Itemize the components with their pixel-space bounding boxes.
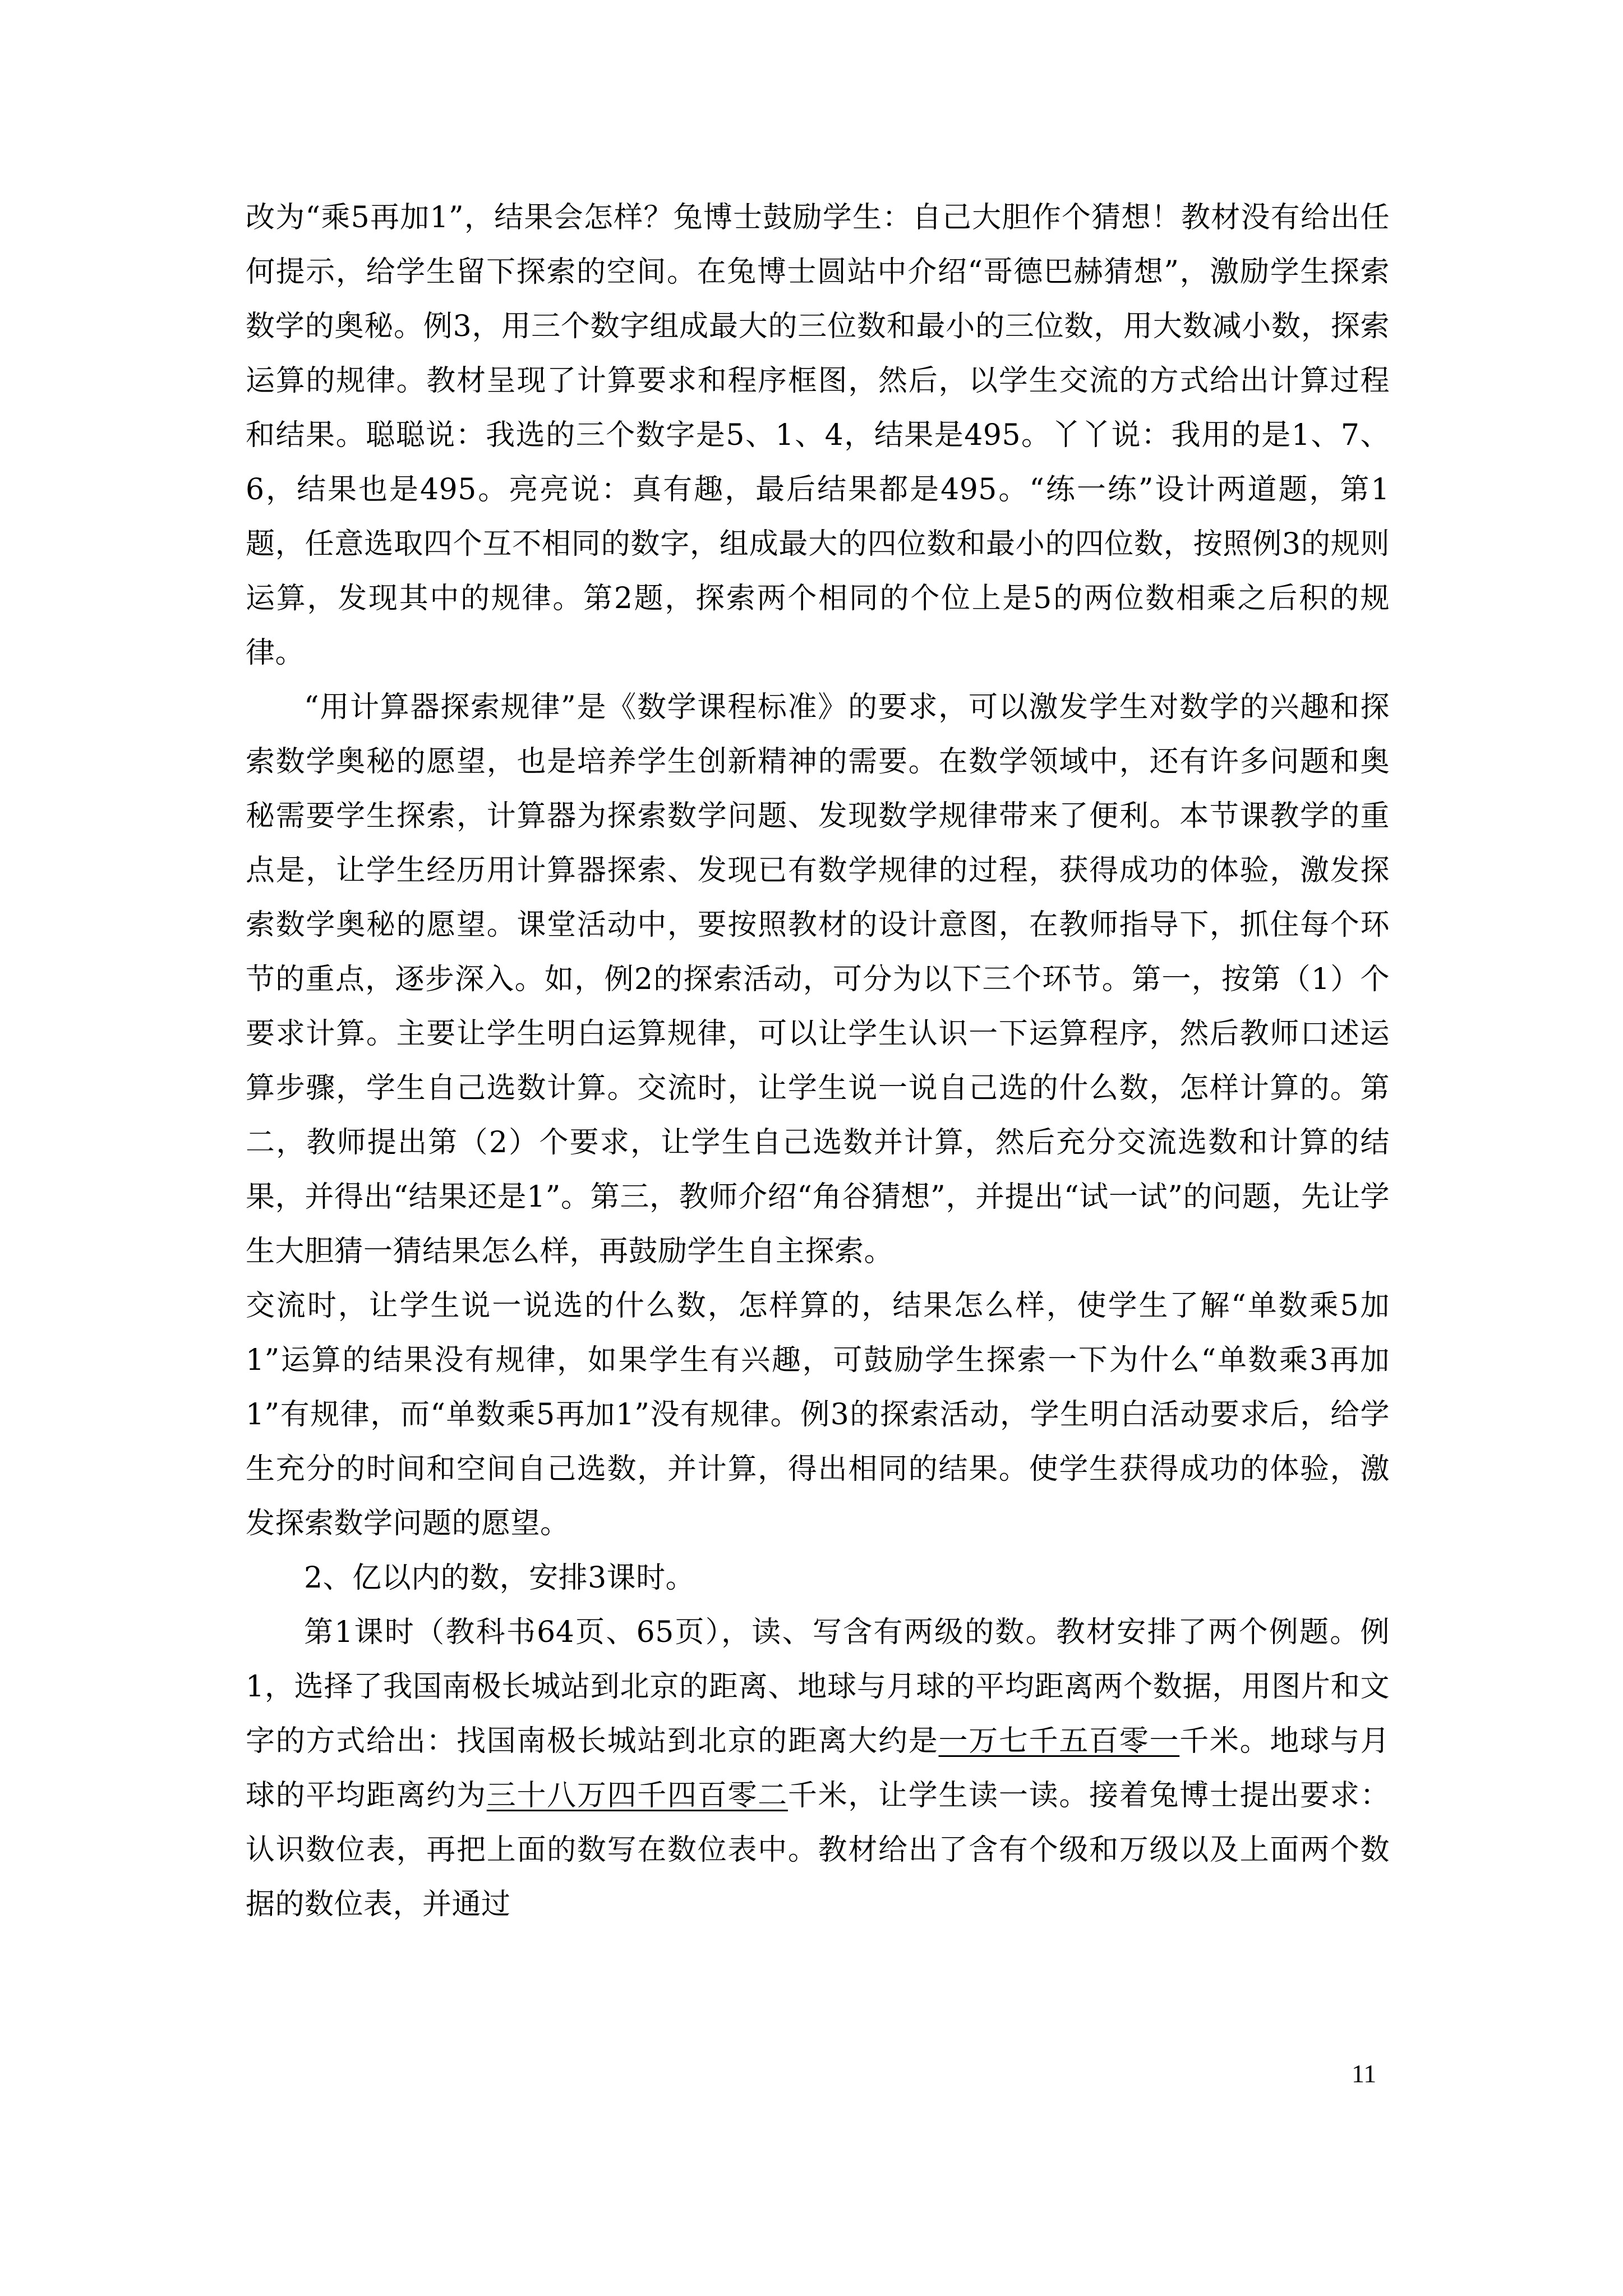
paragraph-5 bbox=[246, 1605, 1390, 1932]
page-number: 11 bbox=[1352, 2059, 1377, 2088]
paragraph-1: 改为“乘5再加1”，结果会怎样？兔博士鼓励学生：自己大胆作个猜想！教材没有给出任何提示，给学生留下探索的空间。在兔博士圆站中介绍“哥德巴赫猜想”，激励学生探索数学的奥秘。例3，用三个数字组成最大的三位数和最小的三位数，用大数减小数，探索运算的规律。教材呈现了计算要求和程序框图，然后，以学生交流的方式给出计算过程和结果。聪聪说：我选的三个数字是5、1、4，结果是495。丫丫说：我用的是1、7、6，结果也是495。亮亮说：真有趣，最后结果都是495。“练一练”设计两道题，第1题，任意选取四个互不相同的数字，组成最大的四位数和最小的四位数，按照例3的规则运算，发现其中的规律。第2题，探索两个相同的个位上是5的两位数相乘之后积的规律。 bbox=[246, 201, 1390, 670]
paragraph-5-text-c: 千米，让学生读一读。接着兔博士提出要求：认识数位表，再把上面的数写在数位表中。教材给出了含有个级和万级以及上面两个数据的数位表，并通过 bbox=[246, 1779, 1390, 1921]
paragraph-5-text-a: 第1课时（教科书64页、65页），读、写含有两级的数。教材安排了两个例题。例1，选择了我国南极长城站到北京的距离、地球与月球的平均距离两个数据，用图片和文字的方式给出：找国南极长城站到北京的距离大约是 bbox=[246, 1616, 1390, 1758]
paragraph-5-text-b: 千米。地球与月球的平均距离约为 bbox=[246, 1724, 1390, 1812]
underlined-number-1: 一万七千五百零一 bbox=[938, 1724, 1180, 1758]
paragraph-4: 2、亿以内的数，安排3课时。 bbox=[304, 1561, 695, 1595]
underlined-number-2: 三十八万四千四百零二 bbox=[486, 1779, 788, 1812]
paragraph-3: 交流时，让学生说一说选的什么数，怎样算的，结果怎么样，使学生了解“单数乘5加1”运算的结果没有规律，如果学生有兴趣，可鼓励学生探索一下为什么“单数乘3再加1”有规律，而“单数乘5再加1”没有规律。例3的探索活动，学生明白活动要求后，给学生充分的时间和空间自己选数，并计算，得出相同的结果。使学生获得成功的体验，激发探索数学问题的愿望。 bbox=[246, 1289, 1390, 1540]
body-text bbox=[246, 191, 1390, 1932]
paragraph-2: “用计算器探索规律”是《数学课程标准》的要求，可以激发学生对数学的兴趣和探索数学奥秘的愿望，也是培养学生创新精神的需要。在数学领域中，还有许多问题和奥秘需要学生探索，计算器为探索数学问题、发现数学规律带来了便利。本节课教学的重点是，让学生经历用计算器探索、发现已有数学规律的过程，获得成功的体验，激发探索数学奥秘的愿望。课堂活动中，要按照教材的设计意图，在教师指导下，抓住每个环节的重点，逐步深入。如，例2的探索活动，可分为以下三个环节。第一，按第（1）个要求计算。主要让学生明白运算规律，可以让学生认识一下运算程序，然后教师口述运算步骤，学生自己选数计算。交流时，让学生说一说自己选的什么数，怎样计算的。第二，教师提出第（2）个要求，让学生自己选数并计算，然后充分交流选数和计算的结果，并得出“结果还是1”。第三，教师介绍“角谷猜想”，并提出“试一试”的问题，先让学生大胆猜一猜结果怎么样，再鼓励学生自主探索。 bbox=[246, 691, 1390, 1268]
